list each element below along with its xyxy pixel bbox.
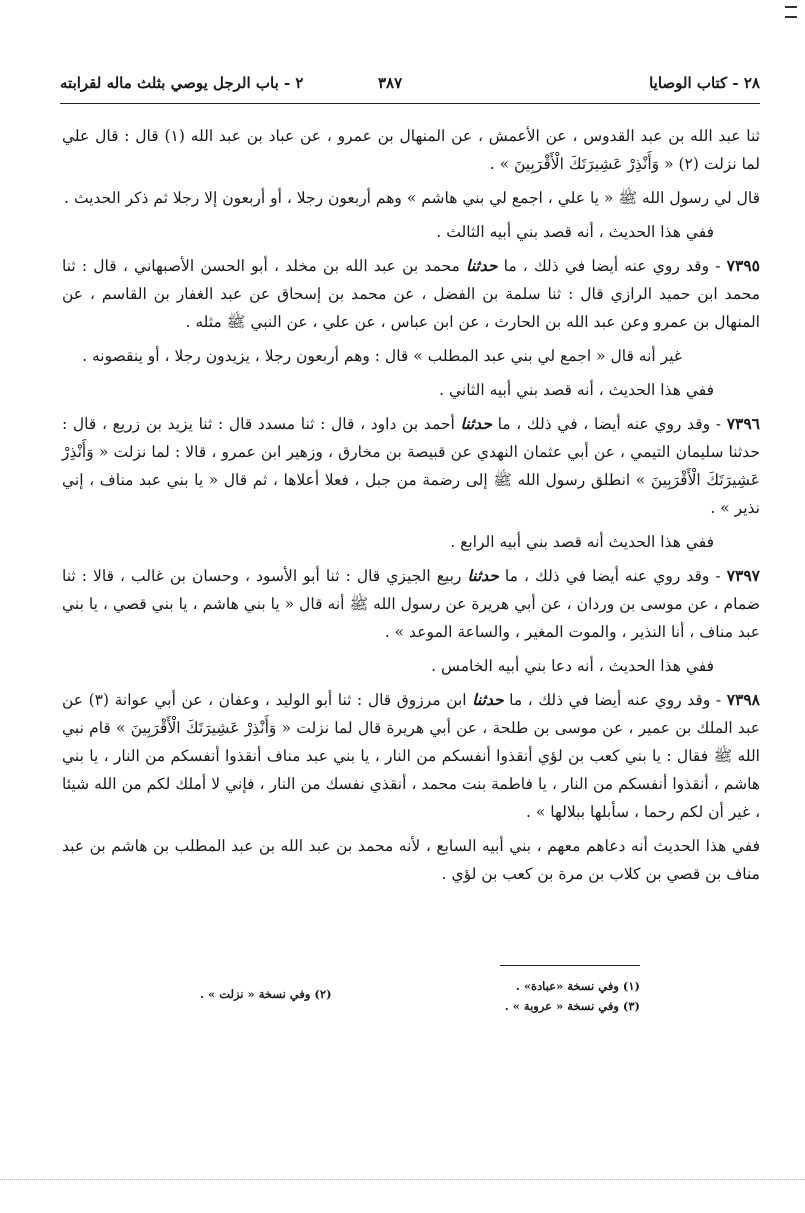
hadith-7398 bbox=[62, 686, 760, 826]
hadith-text: محمد بن عبد الله بن مخلد ، أبو الحسن الأصبهاني ، قال : ثنا محمد ابن حميد الرازي قال : ثنا سلمة بن الفضل ، عن محمد بن إسحاق عن عبد الغفار بن القاسم ، عن المنهال بن عمرو وعن عبد الله بن الحارث ، عن ابن عباس ، عن علي ، عن النبي ﷺ مثله . bbox=[62, 257, 760, 331]
running-header bbox=[60, 74, 760, 100]
hadith-number: ٧٣٩٨ bbox=[726, 690, 760, 709]
hadith-number: ٧٣٩٧ bbox=[726, 566, 760, 585]
conclusion-line: ففي هذا الحديث ، أنه دعا بني أبيه الخامس . bbox=[431, 657, 714, 675]
hadith-lead: - وقد روي عنه أيضا في ذلك ، ما bbox=[497, 257, 727, 275]
hadith-number: ٧٣٩٥ bbox=[726, 256, 760, 275]
main-text bbox=[62, 122, 760, 894]
section-title: ٢ - باب الرجل يوصي بثلث ماله لقرابته bbox=[60, 74, 304, 92]
paragraph: ففي هذا الحديث أنه دعاهم معهم ، بني أبيه السابع ، لأنه محمد بن عبد الله بن عبد المطلب بن هاشم بن عبد مناف بن قصي بن كلاب بن مرة بن كعب بن لؤي . bbox=[62, 837, 760, 883]
footnote-1: (١) وفي نسخة «عبادة» . bbox=[515, 979, 640, 993]
paragraph: ثنا عبد الله بن عبد القدوس ، عن الأعمش ، عن المنهال بن عمرو ، عن عباد بن عبد الله (١) قال : قال علي لما نزلت (٢) « وَأَنْذِرْ عَشِيرَتَكَ الْأَقْرَبِينَ » . bbox=[62, 127, 760, 173]
hadith-7395 bbox=[62, 252, 760, 336]
hadith-7397 bbox=[62, 562, 760, 646]
haddathana-mark: حدثنا bbox=[467, 566, 499, 585]
conclusion-line: ففي هذا الحديث أنه قصد بني أبيه الرابع . bbox=[450, 533, 714, 551]
scan-bottom-border bbox=[0, 1179, 805, 1180]
paragraph: قال لي رسول الله ﷺ « يا علي ، اجمع لي بني هاشم » وهم أربعون رجلا ، أو أربعون إلا رجلا ثم ذكر الحديث . bbox=[64, 189, 760, 207]
hadith-text: ربيع الجيزي قال : ثنا أبو الأسود ، وحسان بن غالب ، قالا : ثنا ضمام ، عن موسى بن وردان ، عن أبي هريرة عن رسول الله ﷺ أنه قال « يا بني هاشم ، يا بني قصي ، يا بني عبد مناف ، أنا النذير ، والموت المغير ، والساعة الموعد » . bbox=[62, 567, 760, 641]
footnote-2: (٢) وفي نسخة « نزلت » . bbox=[200, 987, 332, 1001]
haddathana-mark: حدثنا bbox=[465, 256, 498, 275]
hadith-text: ابن مرزوق قال : ثنا أبو الوليد ، وعفان ، عن أبي عوانة (٣) عن عبد الملك بن عمير ، عن موسى بن طلحة ، عن أبي هريرة قال لما نزلت « وَأَنْذِرْ عَشِيرَتَكَ الْأَقْرَبِينَ » قام نبي الله ﷺ فقال : يا بني كعب بن لؤي أنقذوا أنفسكم من النار ، يا بني عبد مناف أنقذوا أنفسكم من النار ، يا بني هاشم ، أنقذوا أنفسكم من النار ، يا فاطمة بنت محمد ، أنقذي نفسك من النار ، فإني لا أملك لكم من الله شيئا ، غير أن لكم رحما ، سأبلها ببلالها » . bbox=[62, 691, 760, 821]
conclusion-line: ففي هذا الحديث ، أنه قصد بني أبيه الثاني . bbox=[439, 381, 714, 399]
hadith-number: ٧٣٩٦ bbox=[726, 414, 760, 433]
footnote-rule bbox=[500, 965, 640, 966]
conclusion-line: ففي هذا الحديث ، أنه قصد بني أبيه الثالث . bbox=[436, 223, 714, 241]
paragraph: غير أنه قال « اجمع لي بني عبد المطلب » قال : وهم أربعون رجلا ، يزيدون رجلا ، أو ينقصونه . bbox=[82, 347, 682, 365]
footnote-3: (٣) وفي نسخة « عروبة » . bbox=[504, 999, 640, 1013]
hadith-lead: - وقد روي عنه أيضا في ذلك ، ما bbox=[498, 567, 727, 585]
page-number: ٣٨٧ bbox=[378, 74, 403, 92]
haddathana-mark: حدثنا bbox=[472, 690, 504, 709]
hadith-text: أحمد بن داود ، قال : ثنا مسدد قال : ثنا يزيد بن زريع ، قال : حدثنا سليمان التيمي ، عن أبي عثمان النهدي عن قبيصة بن مخارق ، وزهير ابن عمرو ، قالا : لما نزلت « وَأَنْذِرْ عَشِيرَتَكَ الْأَقْرَبِينَ » انطلق رسول الله ﷺ إلى رضمة من جبل ، فعلا أعلاها ، ثم قال « يا بني عبد مناف ، إني نذير » . bbox=[62, 415, 760, 517]
haddathana-mark: حدثنا bbox=[460, 414, 492, 433]
hadith-lead: - وقد روي عنه أيضا ، في ذلك ، ما bbox=[491, 415, 727, 433]
chapter-title: ٢٨ - كتاب الوصايا bbox=[649, 74, 760, 92]
header-rule bbox=[60, 103, 760, 104]
scan-edge-mark bbox=[785, 6, 797, 18]
hadith-7396 bbox=[62, 410, 760, 522]
hadith-lead: - وقد روي عنه أيضا في ذلك ، ما bbox=[503, 691, 727, 709]
